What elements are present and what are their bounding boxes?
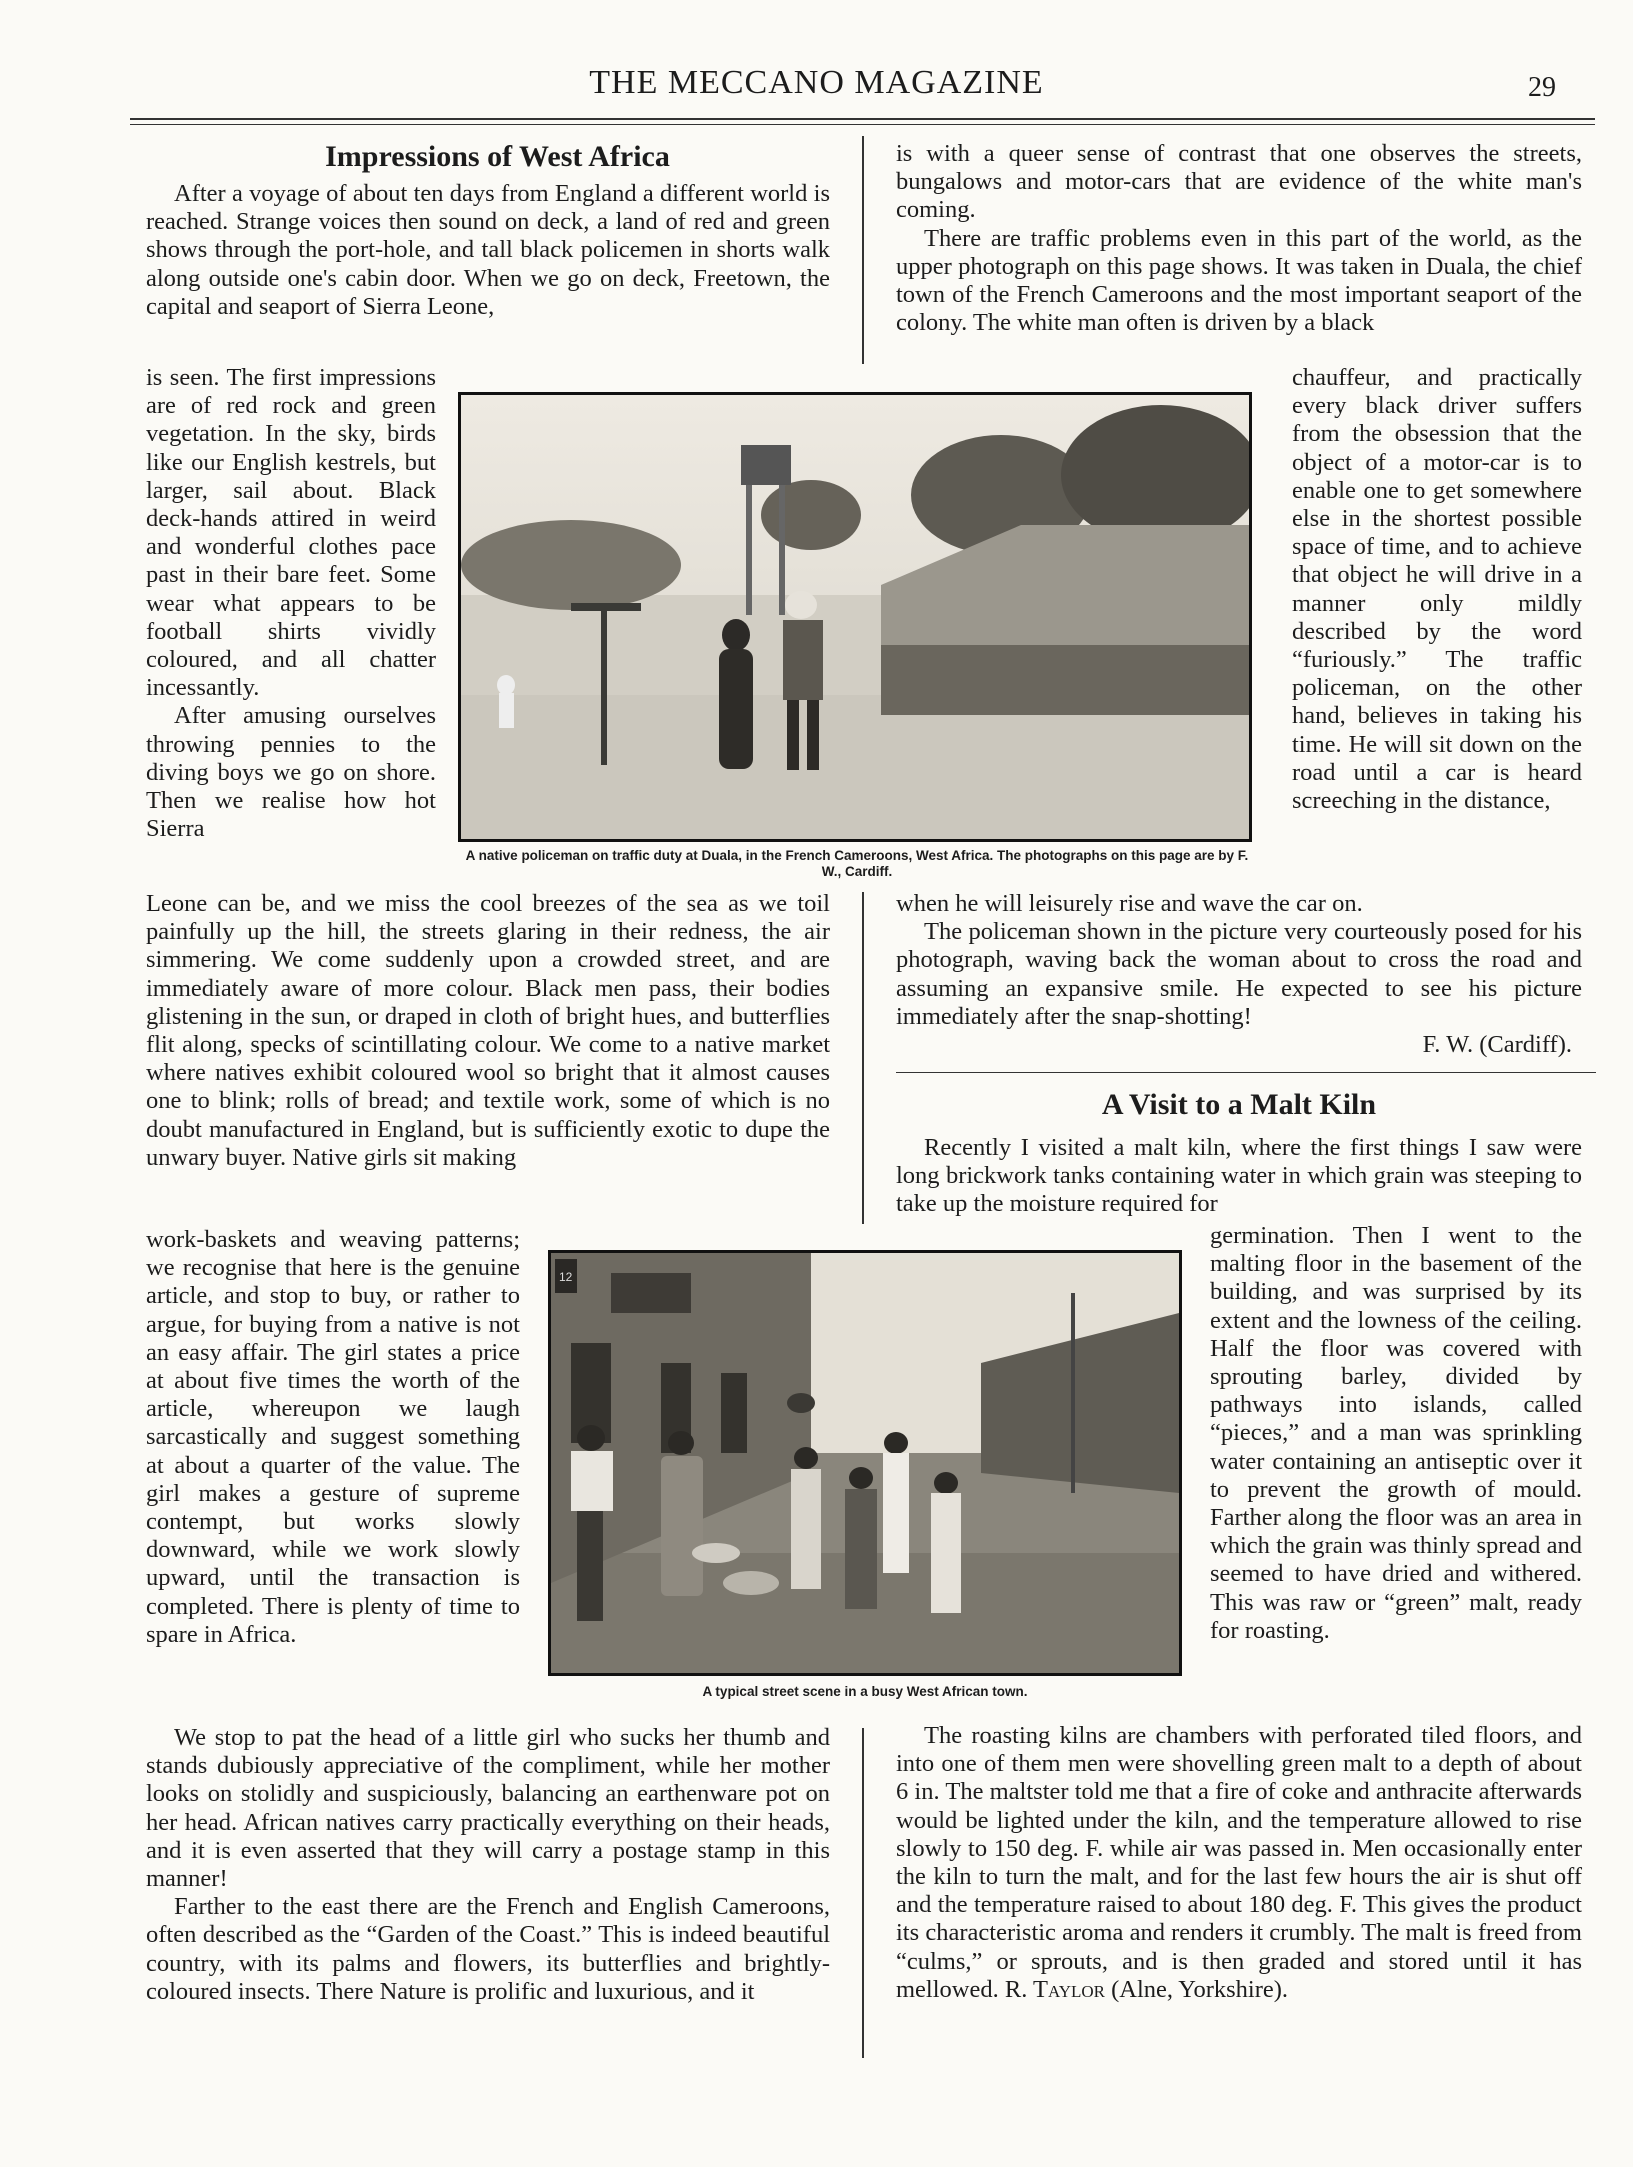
article1-r2: There are traffic problems even in this part of the world, as the upper photograph on this page shows. It was taken in Duala, the chief town of the French Cameroons and the most important seaport of the colony. The white man often is driven by a black [896,224,1582,337]
article1-p2-full: Leone can be, and we miss the cool breezes of the sea as we toil painfully up the hill, the streets glaring in their redness, the air simmering. We come suddenly upon a crowded street, and are immediately aware of more colour. Black men pass, their bodies glistening in the sun, or draped in cloth of bright hues, and butterflies flit along, specks of scintillating colour. We come to a native market where natives exhibit coloured wool so bright that it almost causes one to blink; rolls of bread; and textile work, some of which is no doubt manufactured in England, but is sufficiently exotic to dupe the unwary buyer. Native girls sit making [146,890,830,1171]
header-rule-thin [130,124,1595,125]
magazine-title: THE MECCANO MAGAZINE [589,64,1044,101]
photo2-caption: A typical street scene in a busy West African town. [702,1684,1028,1699]
article1-p2-narrow2: work-baskets and weaving patterns; we recognise that here is the genuine article, and stop to buy, or rather to argue, for buying from a native is not an easy affair. The girl states a price at about five times the worth of the article, whereupon we laugh sarcastically and suggest something at about a quarter of the value. The girl makes a gesture of supreme contempt, but works slowly downward, while we work slowly upward, until the transaction is completed. There is plenty of time to spare in Africa. [146,1226,520,1648]
header-rule [130,118,1595,120]
article1-r2-narrow: chauffeur, and practically every black driver suffers from the obsession that the object of a motor-car is to enable one to get somewhere else in the shortest possible space of time, and to achieve that object he will drive in a manner only mildly described by the word “furiously.” The traffic policeman, on the other hand, believes in taking his time. He will sit down on the road until a car is heard screeching in the distance, [1292,364,1582,815]
article-title-malt-kiln: A Visit to a Malt Kiln [1101,1088,1377,1121]
article1-paragraph-1 [146,180,830,321]
street-sign-text: 12 [559,1270,573,1284]
article1-narrow-block-2 [146,1226,520,1649]
article2-author: R. Taylor [1004,1975,1105,2003]
article2-narrow-block [1210,1222,1582,1645]
article2-p1-narrow: germination. Then I went to the malting floor in the basement of the building, and was surprised by its extent and the lowness of the ceiling. Half the floor was covered with sprouting barley, divided by pathways into islands, called “pieces,” and a man was sprinkling water containing an antiseptic over it to prevent the growth of mould. Farther along the floor was an area in which the grain was thinly spread and seemed to have dried and withered. This was raw or “green” malt, ready for roasting. [1210,1222,1582,1644]
article2-paragraph-1 [896,1134,1582,1219]
article1-p3: We stop to pat the head of a little girl who sucks her thumb and stands dubiously appreciative of the compliment, while her mother looks on stolidly and suspiciously, balancing an earthenware pot on her head. African natives carry practically everything on their heads, and it is even asserted that they will carry a postage stamp in this manner! [146,1724,830,1893]
article1-p4: Farther to the east there are the French and English Cameroons, often described as the “Garden of the Coast.” This is indeed beautiful country, with its palms and flowers, its butterflies and brightly-coloured insects. There Nature is prolific and luxurious, and it [146,1893,830,2005]
article1-narrow-block-1 [146,364,436,843]
column-divider-middle [862,892,864,1224]
article1-paragraph-2 [146,890,830,1172]
article1-signature: F. W. (Cardiff). [1422,1031,1572,1059]
article1-r1: is with a queer sense of contrast that one observes the streets, bungalows and motor-cars that are evidence of the white man's coming. [896,140,1582,224]
page-number: 29 [1528,72,1556,103]
photo-duala-policeman [458,392,1252,842]
article2-p2-text: The roasting kilns are chambers with perforated tiled floors, and into one of them men were shovelling green malt to a depth of about 6 in. The maltster told me that a fire of coke and anthracite afterwards would be lighted under the kiln, and the temperature allowed to rise slowly to 150 deg. F. while air was passed in. Men occasionally enter the kiln to turn the malt, and for the last few hours the air is shut off and the temperature raised to about 180 deg. F. This gives the product its characteristic aroma and renders it crumbly. The malt is freed from “culms,” or sprouts, and is then graded and stored until it has mellowed. [896,1722,1582,2003]
article1-r2-end: when he will leisurely rise and wave the car on. [896,890,1363,917]
article1-right-bottom [896,890,1582,1059]
article1-paragraph-3 [146,1724,830,2006]
photo1-caption: A native policeman on traffic duty at Duala, in the French Cameroons, West Africa. The photographs on this page are by F. W., Cardiff. [465,848,1249,879]
article1-p1-narrow: is seen. The first impressions are of red rock and green vegetation. In the sky, birds like our English kestrels, but larger, sail about. Black deck-hands attired in weird and wonderful clothes pace past in their bare feet. Some wear what appears to be football shirts vividly coloured, and all chatter incessantly. [146,364,436,702]
photo-west-african-street [548,1250,1182,1676]
article2-location: (Alne, Yorkshire). [1111,1975,1289,2003]
article1-p1-full: After a voyage of about ten days from England a different world is reached. Strange voices then sound on deck, a land of red and green shows through the port-hole, and tall black policemen in shorts walk along outside one's cabin door. When we go on deck, Freetown, the capital and seaport of Sierra Leone, [146,180,830,320]
section-divider [896,1072,1596,1073]
article2-p2 [896,1722,1582,2004]
column-divider-top [862,136,864,364]
photo-street-image [551,1253,1179,1673]
photo-duala-image [461,395,1249,839]
article2-p1-full: Recently I visited a malt kiln, where the first things I saw were long brickwork tanks containing water in which grain was steeping to take up the moisture required for [896,1134,1582,1218]
article1-p2-narrow: After amusing ourselves throwing pennies to the diving boys we go on shore. Then we realise how hot Sierra [146,702,436,843]
article1-right-top [896,140,1582,337]
article1-r3: The policeman shown in the picture very courteously posed for his photograph, waving back the woman about to cross the road and assuming an expansive smile. He expected to see his picture immediately after the snap-shotting! [896,918,1582,1030]
article2-paragraph-2 [896,1722,1582,2004]
article-title-west-africa: Impressions of West Africa [325,140,670,173]
column-divider-bottom [862,1728,864,2058]
article1-right-narrow [1292,364,1582,815]
